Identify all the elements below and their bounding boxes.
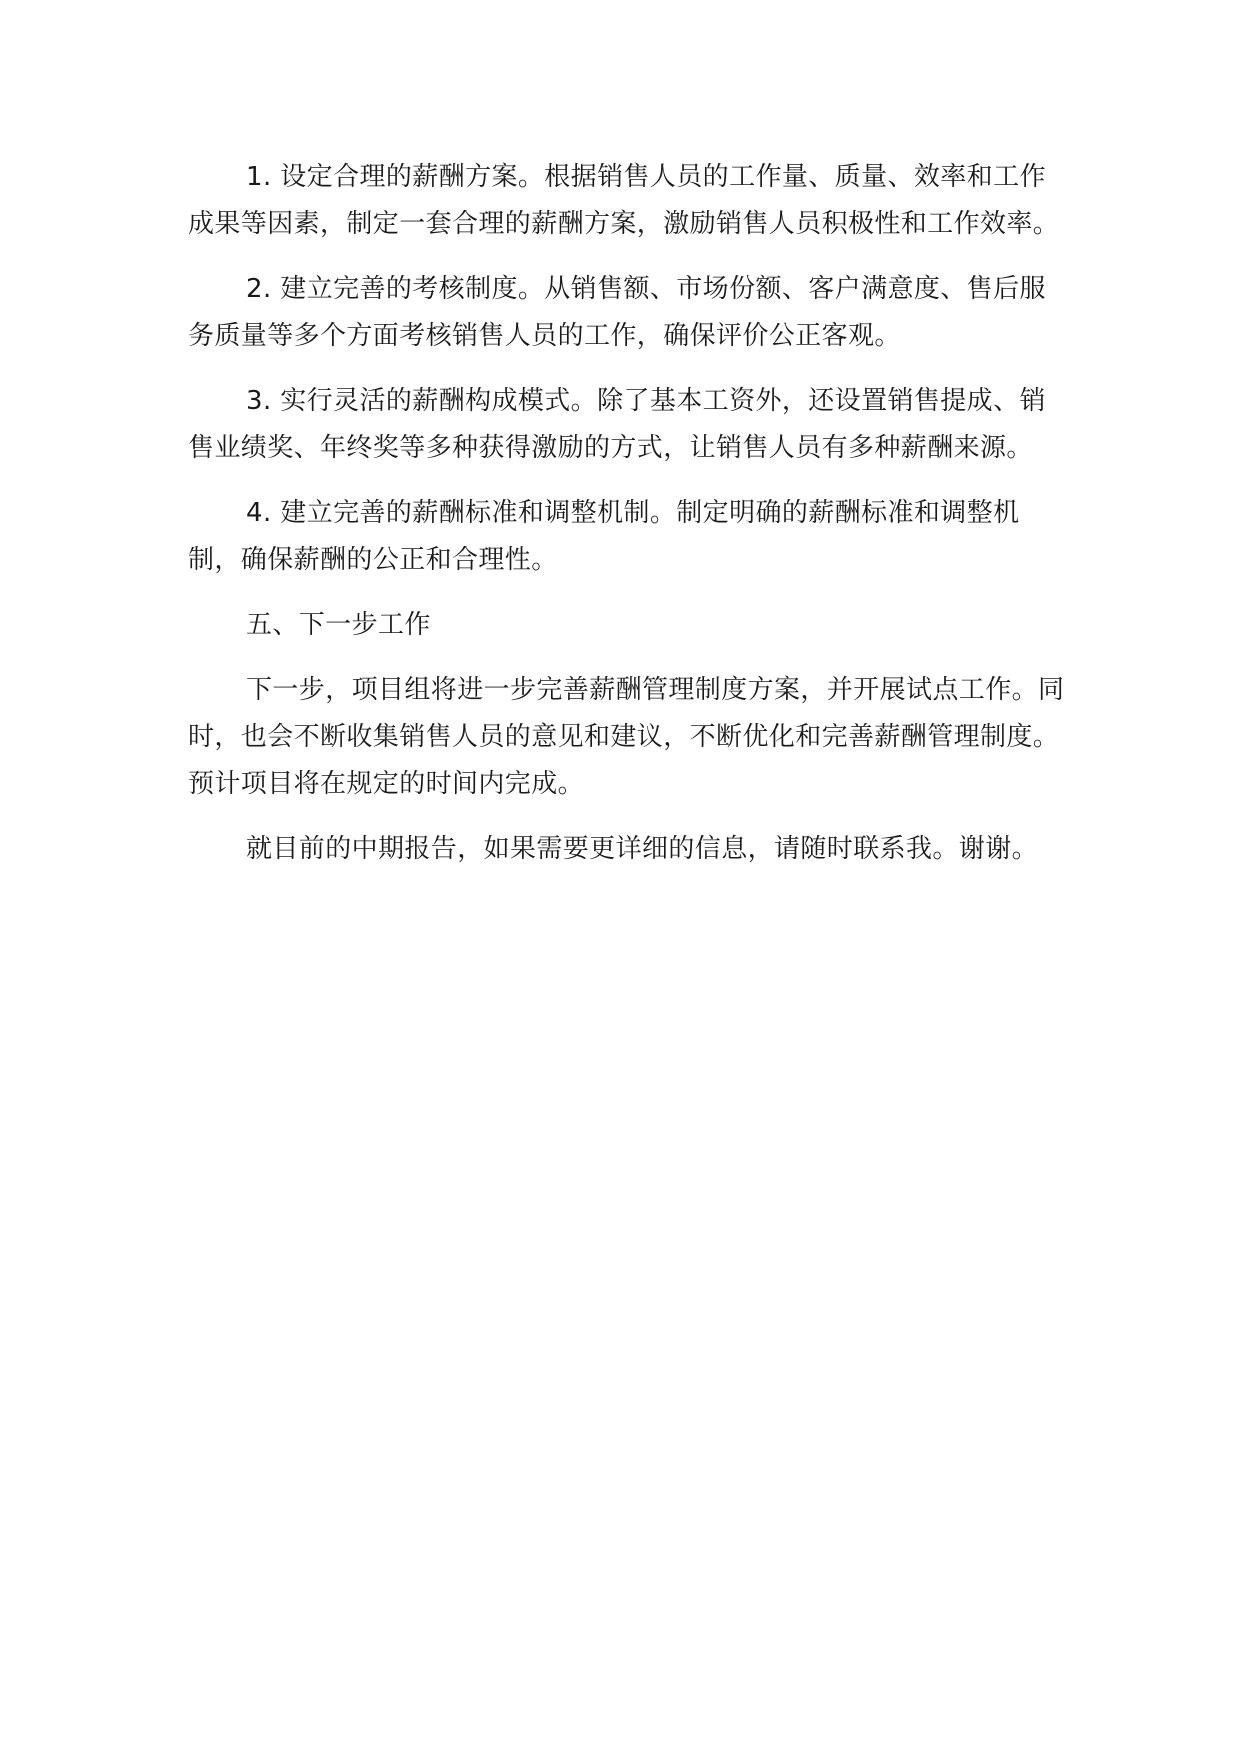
section-heading: 五、下一步工作 — [246, 610, 431, 640]
paragraph-item-2: 2. 建立完善的考核制度。从销售额、市场份额、客户满意度、售后服务质量等多个方面考核销售人员的工作，确保评价公正客观。 — [188, 274, 1046, 351]
document-body — [188, 154, 1068, 891]
closing-paragraph: 就目前的中期报告，如果需要更详细的信息，请随时联系我。谢谢。 — [246, 834, 1039, 864]
paragraph-item-3: 3. 实行灵活的薪酬构成模式。除了基本工资外，还设置销售提成、销售业绩奖、年终奖等多种获得激励的方式，让销售人员有多种薪酬来源。 — [188, 386, 1046, 463]
next-steps-paragraph: 下一步，项目组将进一步完善薪酬管理制度方案，并开展试点工作。同时，也会不断收集销售人员的意见和建议，不断优化和完善薪酬管理制度。预计项目将在规定的时间内完成。 — [188, 675, 1065, 799]
paragraph-item-4: 4. 建立完善的薪酬标准和调整机制。制定明确的薪酬标准和调整机制，确保薪酬的公正和合理性。 — [188, 498, 1020, 575]
paragraph-item-1: 1. 设定合理的薪酬方案。根据销售人员的工作量、质量、效率和工作成果等因素，制定一套合理的薪酬方案，激励销售人员积极性和工作效率。 — [188, 162, 1060, 239]
